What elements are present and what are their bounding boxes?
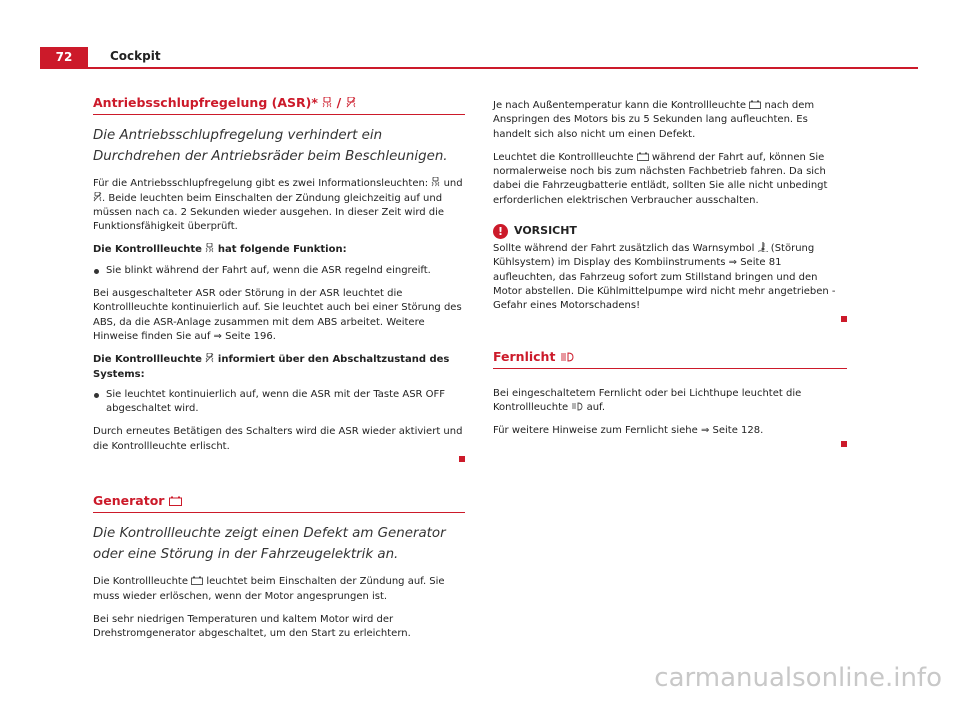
- caution-text-b: (Störung Kühlsystem) im Display des Kombiinstruments ⇒ Seite 81 aufleuchten, das Fahrzeug sofort zum Stillstand bringen und den Motor abstellen. Die Kühlmittelpumpe wird nicht mehr angetrieben - Gefahr eines Motorschadens!: [493, 243, 836, 312]
- asr-h1-text-a: Die Kontrollleuchte: [93, 244, 202, 256]
- asr-title-separator: /: [336, 95, 342, 110]
- asr-p1-text-b: . Beide leuchten beim Einschalten der Zündung gleichzeitig auf und müssen nach ca. 2 Sekunden wieder ausgehen. In dieser Zeit wird die Funktionsfähigkeit überprüft.: [93, 192, 445, 233]
- section-end-mark: [459, 456, 465, 462]
- fernlicht-paragraph-2: Für weitere Hinweise zum Fernlicht siehe ⇒ Seite 128.: [493, 425, 764, 437]
- header-bar: [40, 47, 918, 69]
- caution-title: VORSICHT: [514, 224, 577, 238]
- asr-lead: Die Antriebsschlupfregelung verhindert ein Durchdrehen der Antriebsräder beim Beschleunigen.: [93, 128, 448, 165]
- generator-heading: [93, 494, 465, 513]
- caution-box: [493, 224, 847, 321]
- right-p1-text-a: Je nach Außentemperatur kann die Kontrollleuchte: [493, 100, 747, 111]
- caution-title-row: [493, 224, 847, 239]
- coolant-icon: [758, 242, 768, 254]
- asr-icon: [431, 177, 440, 189]
- right-p2-text-a: Leuchtet die Kontrollleuchte: [493, 151, 634, 163]
- asr-icon: [322, 97, 332, 110]
- asr-subheading-2: [93, 353, 465, 382]
- section-end-mark: [841, 441, 847, 447]
- chapter-title: Cockpit: [110, 49, 161, 63]
- asr-subheading-1: [93, 243, 465, 257]
- caution-icon: !: [493, 224, 508, 239]
- asr-paragraph-3: Durch erneutes Betätigen des Schalters wird die ASR wieder aktiviert und die Kontrollleuchte erlischt.: [93, 426, 463, 452]
- asr-bullet-1: Sie blinkt während der Fahrt auf, wenn die ASR regelnd eingreift.: [93, 264, 465, 278]
- generator-paragraph-2: Bei sehr niedrigen Temperaturen und kaltem Motor wird der Drehstromgenerator abgeschaltet, um den Start zu erleichtern.: [93, 613, 411, 640]
- fernlicht-paragraph-1: [493, 387, 847, 416]
- asr-h2-text-a: Die Kontrollleuchte: [93, 354, 202, 366]
- right-paragraph-1: [493, 99, 847, 142]
- asr-p1-text-a: Für die Antriebsschlupfregelung gibt es zwei Informationsleuchten:: [93, 178, 429, 190]
- battery-icon: [637, 152, 649, 163]
- fernlicht-heading: [493, 350, 847, 369]
- fernlicht-title: Fernlicht: [493, 348, 556, 364]
- asr-off-icon: [93, 192, 102, 204]
- asr-h1-text-b: hat folgende Funktion:: [217, 244, 347, 256]
- generator-lead: Die Kontrollleuchte zeigt einen Defekt am Generator oder eine Störung in der Fahrzeugelektrik an.: [93, 526, 446, 563]
- fernlicht-p1-text-b: auf.: [586, 402, 605, 414]
- right-paragraph-2: [493, 151, 847, 208]
- caution-text: [493, 242, 847, 313]
- asr-icon: [205, 243, 214, 255]
- high-beam-icon: [560, 352, 574, 364]
- left-column: [93, 96, 465, 651]
- section-end-mark: [841, 316, 847, 322]
- asr-heading: [93, 96, 465, 115]
- asr-off-icon: [205, 353, 214, 365]
- battery-icon: [749, 100, 761, 111]
- fernlicht-p1-text-a: Bei eingeschaltetem Fernlicht oder bei Lichthupe leuchtet die Kontrollleuchte: [493, 387, 802, 414]
- asr-paragraph-2: Bei ausgeschalteter ASR oder Störung in der ASR leuchtet die Kontrollleuchte kontinuierlich auf. Sie leuchtet auch bei einer Störung des ABS, da die ASR-Anlage zusammen mit dem ABS arbeitet. Weitere Hinweise finden Sie auf ⇒ Seite 196.: [93, 288, 462, 342]
- battery-icon: [191, 576, 203, 587]
- generator-p1-text-b: leuchtet beim Einschalten der Zündung auf. Sie muss wieder erlöschen, wenn der Motor angesprungen ist.: [93, 576, 445, 602]
- generator-title: Generator: [93, 493, 165, 509]
- high-beam-icon: [571, 402, 583, 413]
- asr-title: Antriebsschlupfregelung (ASR)*: [93, 95, 318, 110]
- generator-p1-text-a: Die Kontrollleuchte: [93, 576, 188, 588]
- caution-text-a: Sollte während der Fahrt zusätzlich das Warnsymbol: [493, 243, 755, 255]
- asr-paragraph-1: [93, 177, 465, 234]
- right-p2-text-b: während der Fahrt auf, können Sie normalerweise noch bis zum nächsten Fachbetrieb fahren. Da sich dabei die Fahrzeugbatterie entlädt, sollten Sie alle nicht unbedingt erforderlichen elektrischen Verbraucher ausschalten.: [493, 151, 828, 206]
- asr-h2-text-b: informiert über den Abschaltzustand des Systems:: [93, 354, 450, 380]
- page-number: 72: [40, 47, 88, 67]
- watermark: carmanualsonline.info: [654, 663, 942, 693]
- asr-bullet-2: Sie leuchtet kontinuierlich auf, wenn die ASR mit der Taste ASR OFF abgeschaltet wird.: [93, 388, 465, 417]
- right-column: [493, 99, 847, 447]
- right-p1-text-b: nach dem Anspringen des Motors bis zu 5 Sekunden lang aufleuchten. Es handelt sich also nicht um einen Defekt.: [493, 100, 815, 140]
- asr-off-icon: [346, 97, 356, 110]
- generator-paragraph-1: [93, 575, 465, 604]
- battery-icon: [169, 496, 182, 508]
- asr-p1-und: und: [443, 178, 463, 190]
